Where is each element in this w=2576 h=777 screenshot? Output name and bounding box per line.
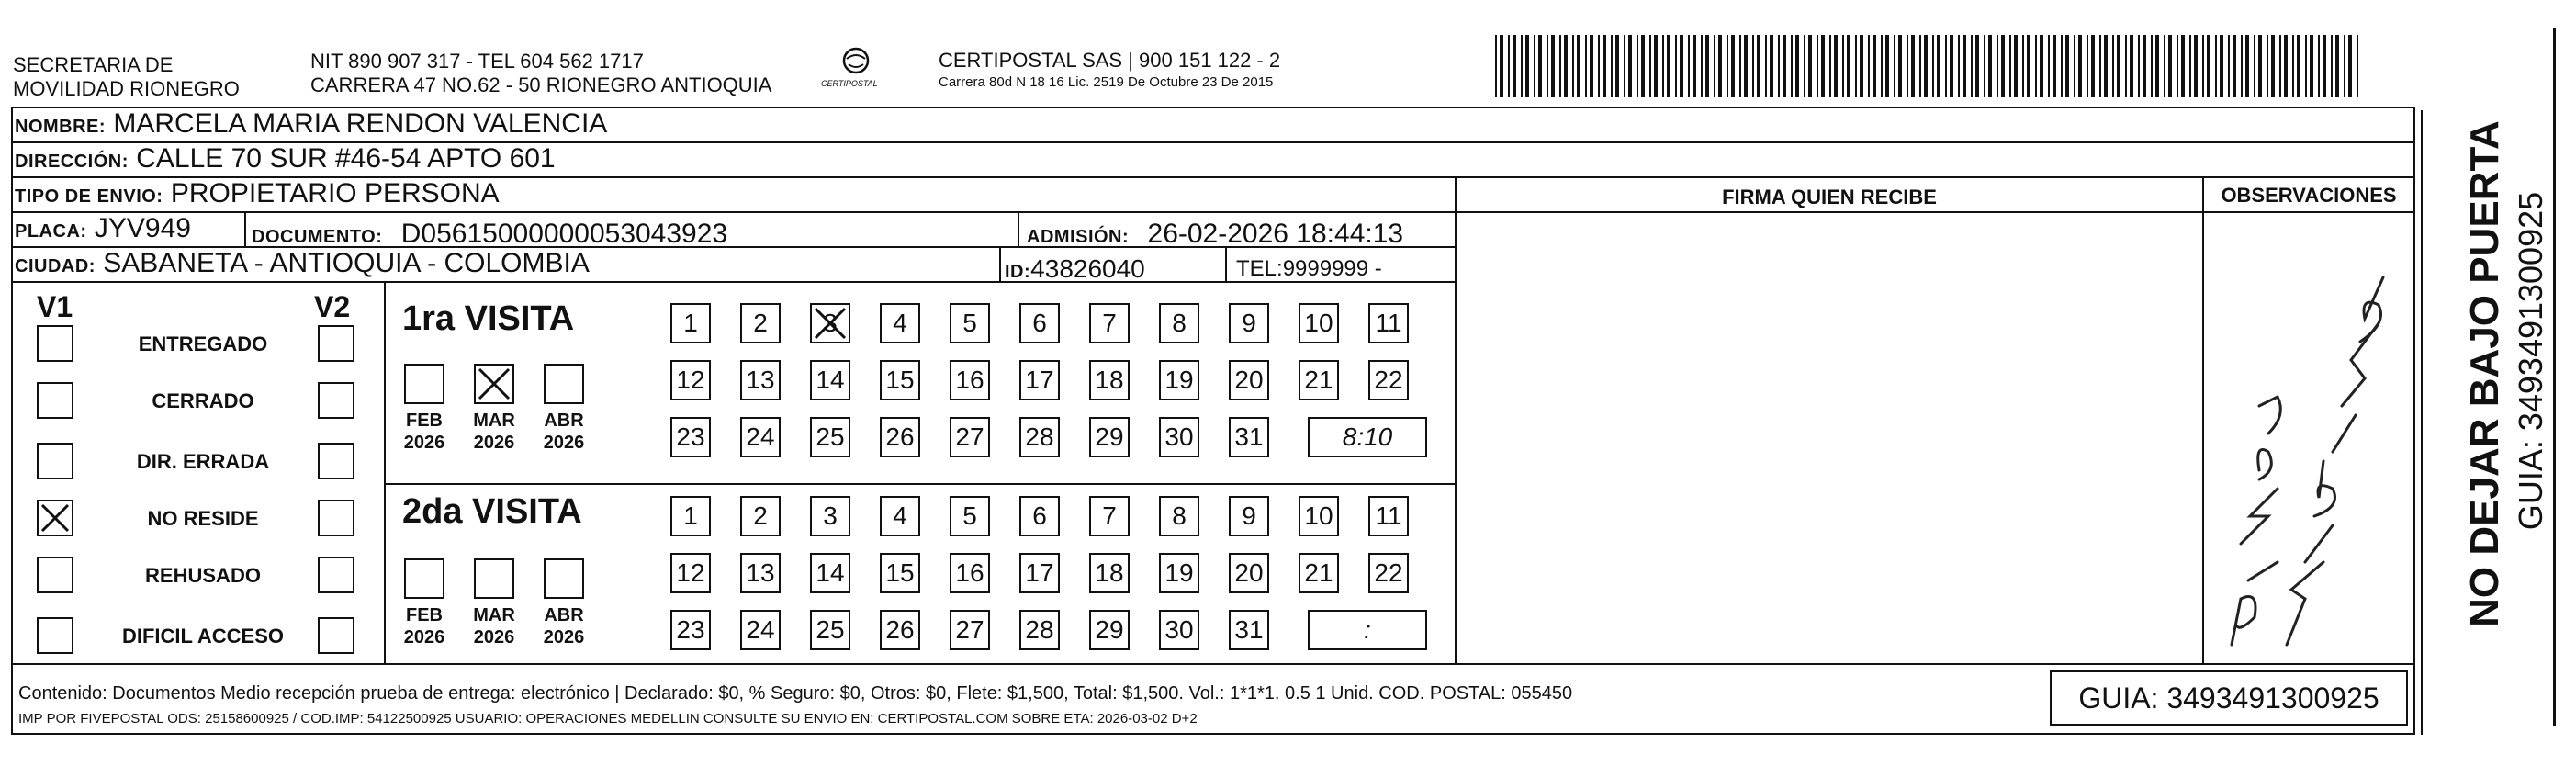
v2-checkbox [318,557,354,593]
barcode-bar [2001,35,2005,97]
v1-checkbox [37,557,73,593]
barcode-bar [1714,35,1715,97]
barcode-bar [1649,35,1651,97]
barcode-bar [2104,35,2108,97]
footer-guide: GUIA: 3493491300925 [2050,670,2408,726]
barcode-bar [1868,35,1870,97]
barcode-bar [2254,35,2255,97]
status-label: DIFICIL ACCESO [121,625,284,648]
barcode-bar [1937,35,1940,97]
barcode [1495,35,2368,97]
barcode-bar [2194,35,2198,97]
day-box: 15 [880,553,920,593]
day-box: 22 [1368,553,1409,593]
plate-label: PLACA: [15,221,87,242]
document-label: DOCUMENTO: [252,227,383,247]
barcode-bar [2284,35,2288,97]
day-box: 7 [1089,496,1130,536]
barcode-bar [2087,35,2088,97]
v1-checkbox [37,500,73,536]
v1-checkbox [37,617,73,654]
barcode-bar [1585,35,1587,97]
x-mark [39,501,72,535]
barcode-bar [1919,35,1921,97]
barcode-bar [1624,35,1625,97]
day-box: 2 [740,496,781,536]
status-label: DIR. ERRADA [136,450,270,473]
barcode-bar [1945,35,1947,97]
visit-divider [384,483,1455,485]
no-dejar-warning: NO DEJAR BAJO PUERTA [2462,120,2507,627]
tel-cell [1236,255,1382,283]
x-mark [812,305,849,342]
month-year: 2026 [543,433,585,453]
barcode-bar [1808,35,1812,97]
barcode-bar [2177,35,2178,97]
plate-value: JYV949 [94,213,191,243]
barcode-bar [1577,35,1580,97]
day-box: 1 [670,303,711,343]
v2-checkbox [318,382,354,419]
barcode-bar [1675,35,1677,97]
v1-label: V1 [37,290,73,323]
address-label: DIRECCIÓN: [15,152,129,172]
v1-checkbox [37,325,73,362]
month-year: 2026 [543,627,585,648]
visit1-title: 1ra VISITA [402,299,575,338]
month-year: 2026 [473,627,515,648]
nit-line1: NIT 890 907 317 - TEL 604 562 1717 [310,50,644,73]
name-label: NOMBRE: [15,117,107,137]
barcode-bar [1834,35,1838,97]
day-box: 28 [1019,417,1060,457]
barcode-bar [1701,35,1703,97]
day-box: 30 [1159,610,1199,650]
barcode-bar [1667,35,1670,97]
barcode-bar [1804,35,1805,97]
barcode-bar [1847,35,1850,97]
barcode-bar [2220,35,2223,97]
barcode-bar [1950,35,1953,97]
divider [1225,248,1227,283]
day-box: 11 [1368,303,1409,343]
barcode-bar [1932,35,1934,97]
day-box: 6 [1019,303,1060,343]
day-box: 12 [670,553,711,593]
barcode-bar [1688,35,1690,97]
day-box: 26 [880,610,920,650]
barcode-bar [1739,35,1741,97]
barcode-bar [2258,35,2262,97]
day-box: 18 [1089,553,1130,593]
barcode-bar [1508,35,1510,97]
day-box: 2 [740,303,781,343]
certipostal-logo [819,44,893,99]
barcode-bar [2215,35,2217,97]
day-box: 16 [950,360,990,400]
nit-line2: CARRERA 47 NO.62 - 50 RIONEGRO ANTIOQUIA [310,73,772,96]
page-edge [2553,28,2574,726]
day-box: 17 [1019,553,1060,593]
barcode-bar [1744,35,1748,97]
barcode-bar [1907,35,1908,97]
status-label: REHUSADO [145,564,261,587]
day-box: 31 [1229,417,1269,457]
barcode-bar [1590,35,1593,97]
barcode-bar [2344,35,2345,97]
barcode-bar [2065,35,2069,97]
barcode-bar [2267,35,2268,97]
barcode-bar [2078,35,2082,97]
barcode-bar [1765,35,1767,97]
barcode-bar [2305,35,2307,97]
barcode-bar [2155,35,2159,97]
nit-block [310,50,771,97]
day-box: 12 [670,360,711,400]
day-box: 24 [740,417,781,457]
barcode-bar [2130,35,2133,97]
day-box: 23 [670,417,711,457]
side-guide: GUIA: 3493491300925 [2512,191,2549,531]
barcode-bar [2009,35,2011,97]
divider [244,213,246,248]
month-checkbox [474,558,514,599]
barcode-bar [2207,35,2210,97]
day-box: 13 [740,360,781,400]
barcode-bar [2053,35,2056,97]
status-label: ENTREGADO [138,332,268,355]
barcode-bar [1500,35,1503,97]
day-box: 17 [1019,360,1060,400]
barcode-bar [2138,35,2140,97]
city-value: SABANETA - ANTIOQUIA - COLOMBIA [103,248,590,278]
day-box: 5 [950,303,990,343]
barcode-bar [1971,35,1973,97]
day-box: 11 [1368,496,1409,536]
tel-label: TEL: [1236,256,1283,281]
day-box: 14 [810,553,850,593]
barcode-bar [1731,35,1735,97]
day-box: 27 [950,417,990,457]
divider [999,248,1001,283]
recipient-name: MARCELA MARIA RENDON VALENCIA [113,108,608,139]
barcode-bar [1881,35,1883,97]
barcode-bar [1795,35,1799,97]
month-label: FEB [406,411,443,431]
signature-left-border [1455,178,1457,663]
handwritten-observation [2204,213,2413,661]
barcode-bar [1718,35,1722,97]
barcode-bar [2271,35,2275,97]
status-label: CERRADO [152,389,254,412]
time-box: 8:10 [1308,417,1427,457]
barcode-bar [1984,35,1985,97]
barcode-bar [1817,35,1818,97]
admission-value: 26-02-2026 18:44:13 [1147,219,1404,249]
carrier-line1: CERTIPOSTAL SAS | 900 151 122 - 2 [939,49,1281,72]
barcode-bar [1873,35,1876,97]
barcode-bar [1559,35,1561,97]
id-value: 43826040 [1030,254,1145,283]
footer-content: Contenido: Documentos Medio recepción prueba de entrega: electrónico | Declarado: $0, % Seguro: $0, Otros: $0, Flete: $1,500, Total: $1,500. Vol.: 1*1*1. 0.5 1 Unid. COD. POSTAL: 055450 [18,683,1573,704]
carrier-block [939,48,1280,92]
barcode-bar [2168,35,2172,97]
month-checkbox [474,364,514,404]
x-mark [476,366,512,402]
barcode-bar [2074,35,2075,97]
barcode-bar [2189,35,2191,97]
barcode-bar [1534,35,1535,97]
barcode-bar [1997,35,1998,97]
footer-top-border [11,663,2415,665]
barcode-bar [1598,35,1600,97]
barcode-bar [1898,35,1902,97]
barcode-bar [2331,35,2333,97]
barcode-bar [1924,35,1928,97]
day-box: 23 [670,610,711,650]
day-box: 9 [1229,496,1269,536]
day-box: 5 [950,496,990,536]
name-row [11,108,2415,143]
time-box: : [1308,610,1427,650]
day-box: 7 [1089,303,1130,343]
barcode-bar [1727,35,1728,97]
day-box: 19 [1159,553,1199,593]
day-box: 10 [1299,303,1339,343]
day-box: 18 [1089,360,1130,400]
barcode-bar [1637,35,1638,97]
v2-checkbox [318,443,354,479]
barcode-bar [2292,35,2294,97]
recipient-address: CALLE 70 SUR #46-54 APTO 601 [136,143,556,174]
id-cell [1005,253,1145,287]
day-box: 28 [1019,610,1060,650]
barcode-bar [1842,35,1844,97]
v1-checkbox [37,382,73,419]
barcode-bar [2335,35,2339,97]
barcode-bar [1525,35,1529,97]
day-box: 25 [810,417,850,457]
barcode-bar [1693,35,1696,97]
barcode-bar [1680,35,1683,97]
barcode-bar [2318,35,2320,97]
day-box: 20 [1229,553,1269,593]
shipping-label: TIPO DE ENVIO: [15,186,163,207]
barcode-bar [1513,35,1516,97]
barcode-bar [2125,35,2127,97]
day-box: 24 [740,610,781,650]
barcode-bar [1705,35,1709,97]
barcode-bar [2061,35,2063,97]
logo-text: CERTIPOSTAL [821,79,878,88]
barcode-bar [1988,35,1992,97]
signature-header: FIRMA QUIEN RECIBE [1722,186,1937,208]
day-box: 27 [950,610,990,650]
barcode-bar [1654,35,1658,97]
v2-checkbox [318,325,354,362]
barcode-bar [2202,35,2204,97]
footer-imp: IMP POR FIVEPOSTAL ODS: 25158600925 / COD.IMP: 54122500925 USUARIO: OPERACIONES MEDELLIN CONSULTE SU ENVIO EN: CERTIPOSTAL.COM SOBRE ETA: 2026-03-02 D+2 [18,711,1198,726]
v1-checkbox [37,443,73,479]
barcode-bar [1547,35,1548,97]
shipping-type: PROPIETARIO PERSONA [170,178,500,208]
day-box: 4 [880,303,920,343]
month-checkbox [404,364,444,404]
day-box: 29 [1089,610,1130,650]
status-right-border [384,283,386,663]
month-year: 2026 [403,433,445,453]
month-label: MAR [473,605,515,625]
month-label: MAR [473,411,515,431]
day-box: 19 [1159,360,1199,400]
day-box: 31 [1229,610,1269,650]
visit2-title: 2da VISITA [402,492,582,531]
barcode-bar [2112,35,2114,97]
barcode-bar [2117,35,2120,97]
barcode-bar [1662,35,1664,97]
day-box: 14 [810,360,850,400]
barcode-bar [1770,35,1773,97]
barcode-bar [1641,35,1645,97]
month-year: 2026 [403,627,445,648]
sender-block [13,53,240,101]
barcode-bar [1821,35,1825,97]
status-label: NO RESIDE [147,507,259,530]
day-box: 25 [810,610,850,650]
barcode-bar [1829,35,1831,97]
address-row [11,143,2415,178]
barcode-bar [1778,35,1780,97]
barcode-bar [2357,35,2358,97]
barcode-bar [2040,35,2043,97]
barcode-bar [1975,35,1979,97]
barcode-bar [1603,35,1606,97]
day-box: 10 [1299,496,1339,536]
id-label: ID: [1005,262,1031,282]
barcode-bar [2099,35,2101,97]
barcode-bar [2143,35,2146,97]
month-checkbox [544,558,584,599]
barcode-bar [2323,35,2326,97]
barcode-bar [2348,35,2352,97]
day-box: 30 [1159,417,1199,457]
barcode-bar [2048,35,2050,97]
barcode-bar [2014,35,2018,97]
day-box: 8 [1159,496,1199,536]
barcode-bar [1958,35,1960,97]
barcode-bar [1860,35,1863,97]
day-box: 6 [1019,496,1060,536]
day-box: 3 [810,303,850,343]
day-box: 3 [810,496,850,536]
day-box: 22 [1368,360,1409,400]
barcode-bar [1572,35,1574,97]
month-label: ABR [544,605,584,625]
barcode-bar [2228,35,2230,97]
barcode-bar [1757,35,1760,97]
barcode-bar [2022,35,2024,97]
month-label: FEB [406,605,443,625]
barcode-bar [1963,35,1966,97]
admission-label: ADMISIÓN: [1027,227,1130,247]
v2-checkbox [318,617,354,654]
divider [1018,213,1019,248]
barcode-bar [2091,35,2095,97]
barcode-bar [2310,35,2313,97]
barcode-bar [2241,35,2243,97]
day-box: 13 [740,553,781,593]
v2-checkbox [318,500,354,536]
barcode-bar [2035,35,2037,97]
day-box: 8 [1159,303,1199,343]
observations-header: OBSERVACIONES [2221,184,2397,207]
sender-line2: MOVILIDAD RIONEGRO [13,77,240,100]
day-box: 9 [1229,303,1269,343]
city-label: CIUDAD: [15,256,96,276]
sender-line1: SECRETARIA DE [13,53,174,76]
month-year: 2026 [473,433,515,453]
barcode-bar [2245,35,2249,97]
barcode-bar [1615,35,1619,97]
day-box: 29 [1089,417,1130,457]
barcode-bar [1628,35,1632,97]
day-box: 26 [880,417,920,457]
barcode-bar [1551,35,1555,97]
barcode-bar [1911,35,1915,97]
barcode-bar [1538,35,1542,97]
barcode-bar [1521,35,1523,97]
document-value: D05615000000053043923 [400,219,728,249]
barcode-bar [1564,35,1568,97]
month-label: ABR [544,411,584,431]
barcode-bar [1752,35,1754,97]
barcode-bar [2297,35,2300,97]
barcode-bar [1611,35,1613,97]
barcode-bar [2181,35,2185,97]
day-box: 21 [1299,360,1339,400]
month-checkbox [404,558,444,599]
barcode-bar [1495,35,1497,97]
barcode-bar [2027,35,2030,97]
month-checkbox [544,364,584,404]
day-box: 21 [1299,553,1339,593]
day-box: 4 [880,496,920,536]
barcode-bar [2279,35,2281,97]
barcode-bar [1855,35,1857,97]
day-box: 16 [950,553,990,593]
v2-label: V2 [314,290,351,323]
barcode-bar [1894,35,1895,97]
day-box: 20 [1229,360,1269,400]
barcode-bar [1791,35,1793,97]
tel-value: 9999999 - [1282,256,1382,281]
barcode-bar [2151,35,2153,97]
day-box: 1 [670,496,711,536]
barcode-bar [1783,35,1786,97]
carrier-line2: Carrera 80d N 18 16 Lic. 2519 De Octubre 23 De 2015 [939,74,1274,90]
day-box: 15 [880,360,920,400]
barcode-bar [2164,35,2165,97]
barcode-bar [2233,35,2236,97]
side-text [2421,110,2549,661]
barcode-bar [1885,35,1889,97]
